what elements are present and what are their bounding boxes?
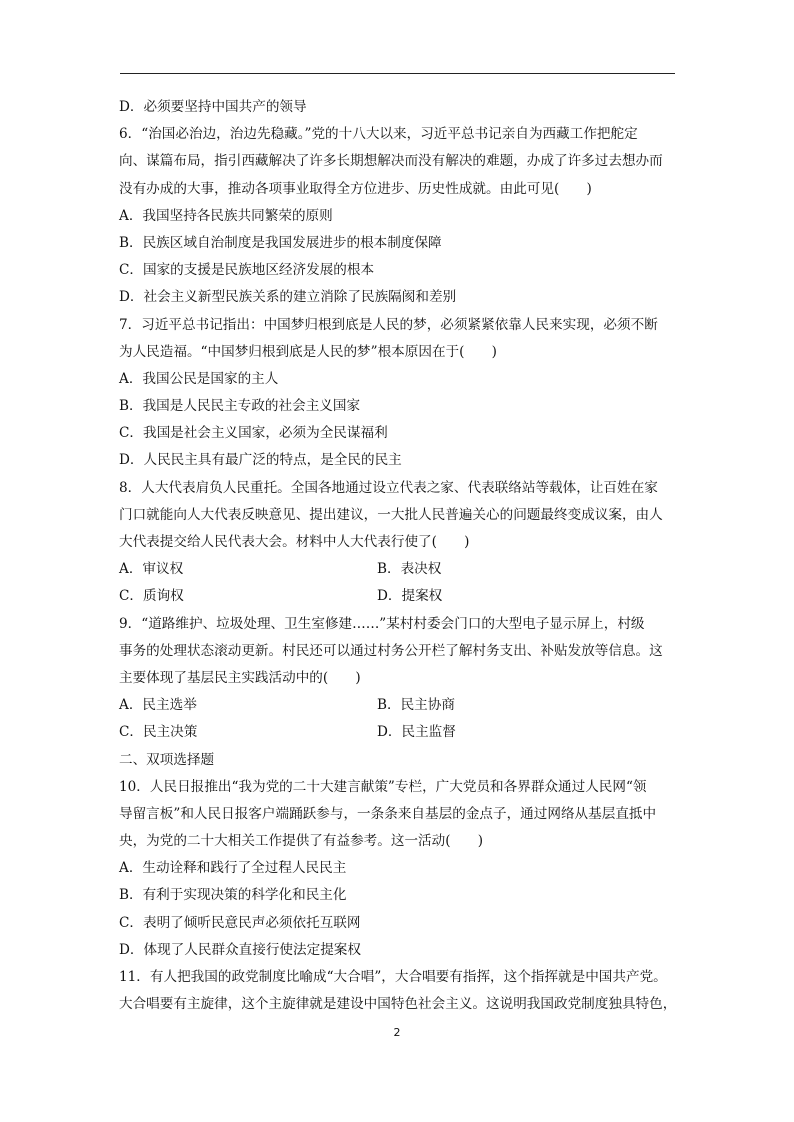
option-a: A．我国公民是国家的主人 xyxy=(119,370,279,387)
question-stem-line: 央，为党的二十大相关工作提供了有益参考。这一活动( ) xyxy=(119,833,484,850)
page-number: 2 xyxy=(393,1026,401,1039)
question-7 xyxy=(119,312,679,475)
section-heading: 二、双项选择题 xyxy=(119,751,215,768)
header-rule xyxy=(120,73,675,74)
option-d: D．体现了人民群众直接行使法定提案权 xyxy=(119,941,361,958)
question-stem-line: 事务的处理状态滚动更新。村民还可以通过村务公开栏了解村务支出、补贴发放等信息。这 xyxy=(119,642,663,659)
option-b: B．有利于实现决策的科学化和民主化 xyxy=(119,887,347,904)
question-9 xyxy=(119,611,679,747)
option-a: A．民主选举 xyxy=(119,697,197,714)
option-a: A．生动诠释和践行了全过程人民民主 xyxy=(119,860,347,877)
question-stem-line: 向、谋篇布局，指引西藏解决了许多长期想解决而没有解决的难题，办成了许多过去想办而 xyxy=(119,153,663,170)
question-stem-line: 导留言板”和人民日报客户端踊跃参与，一条条来自基层的金点子，通过网络从基层直抵中 xyxy=(119,805,657,822)
option-a: A．审议权 xyxy=(119,561,184,578)
question-stem-line: 大代表提交给人民代表大会。材料中人大代表行使了( ) xyxy=(119,534,470,550)
option-c: C．表明了倾听民意民声必须依托互联网 xyxy=(119,914,361,931)
question-11 xyxy=(119,964,679,1018)
question-8 xyxy=(119,475,679,611)
option-row xyxy=(119,692,679,719)
question-stem-line: 8．人大代表肩负人民重托。全国各地通过设立代表之家、代表联络站等载体，让百姓在家 xyxy=(119,479,658,496)
question-stem-line: 门口就能向人大代表反映意见、提出建议，一大批人民普遍关心的问题最终变成议案，由人 xyxy=(119,506,663,523)
question-stem-line: 没有办成的大事，推动各项事业取得全方位进步、历史性成就。由此可见( ) xyxy=(119,180,592,197)
question-stem-line: 大合唱要有主旋律，这个主旋律就是建设中国特色社会主义。这说明我国政党制度独具特色， xyxy=(119,996,677,1013)
option-c: C．国家的支援是民族地区经济发展的根本 xyxy=(119,262,375,279)
question-stem-line: 为人民造福。“中国梦归根到底是人民的梦”根本原因在于( ) xyxy=(119,343,497,360)
option-c: C．民主决策 xyxy=(119,724,198,741)
question-stem-line: 9．“道路维护、垃圾处理、卫生室修建……”某村村委会门口的大型电子显示屏上，村级 xyxy=(119,615,645,632)
question-10 xyxy=(119,774,679,964)
option-b: B．民主协商 xyxy=(377,697,455,714)
question-stem-line: 主要体现了基层民主实践活动中的( ) xyxy=(119,669,361,686)
option-d: D．民主监督 xyxy=(377,724,456,741)
option-c: C．质询权 xyxy=(119,588,184,605)
question-stem-line: 6．“治国必治边，治边先稳藏。”党的十八大以来，习近平总书记亲自为西藏工作把舵定 xyxy=(119,126,638,143)
question-6 xyxy=(119,121,679,311)
option-b: B．我国是人民民主专政的社会主义国家 xyxy=(119,398,361,415)
question-stem-line: 7．习近平总书记指出：中国梦归根到底是人民的梦，必须紧紧依靠人民来实现，必须不断 xyxy=(119,316,658,333)
exam-page-content xyxy=(119,94,679,1018)
option-row xyxy=(119,583,679,610)
option-row xyxy=(119,556,679,583)
question-stem-line: 10．人民日报推出“我为党的二十大建言献策”专栏，广大党员和各界群众通过人民网“领 xyxy=(119,778,647,795)
option-row xyxy=(119,719,679,746)
option-c: C．我国是社会主义国家，必须为全民谋福利 xyxy=(119,425,388,442)
option-d: D．社会主义新型民族关系的建立消除了民族隔阂和差别 xyxy=(119,289,457,306)
option-b: B．表决权 xyxy=(377,561,442,578)
option-d: D．提案权 xyxy=(377,588,443,605)
question-stem-line: 11．有人把我国的政党制度比喻成“大合唱”，大合唱要有指挥，这个指挥就是中国共产党。 xyxy=(119,969,667,985)
q5-option-d: D．必须要坚持中国共产的领导 xyxy=(119,99,307,115)
option-d: D．人民民主具有最广泛的特点，是全民的民主 xyxy=(119,452,402,469)
option-b: B．民族区域自治制度是我国发展进步的根本制度保障 xyxy=(119,234,442,251)
option-a: A．我国坚持各民族共同繁荣的原则 xyxy=(119,207,333,224)
